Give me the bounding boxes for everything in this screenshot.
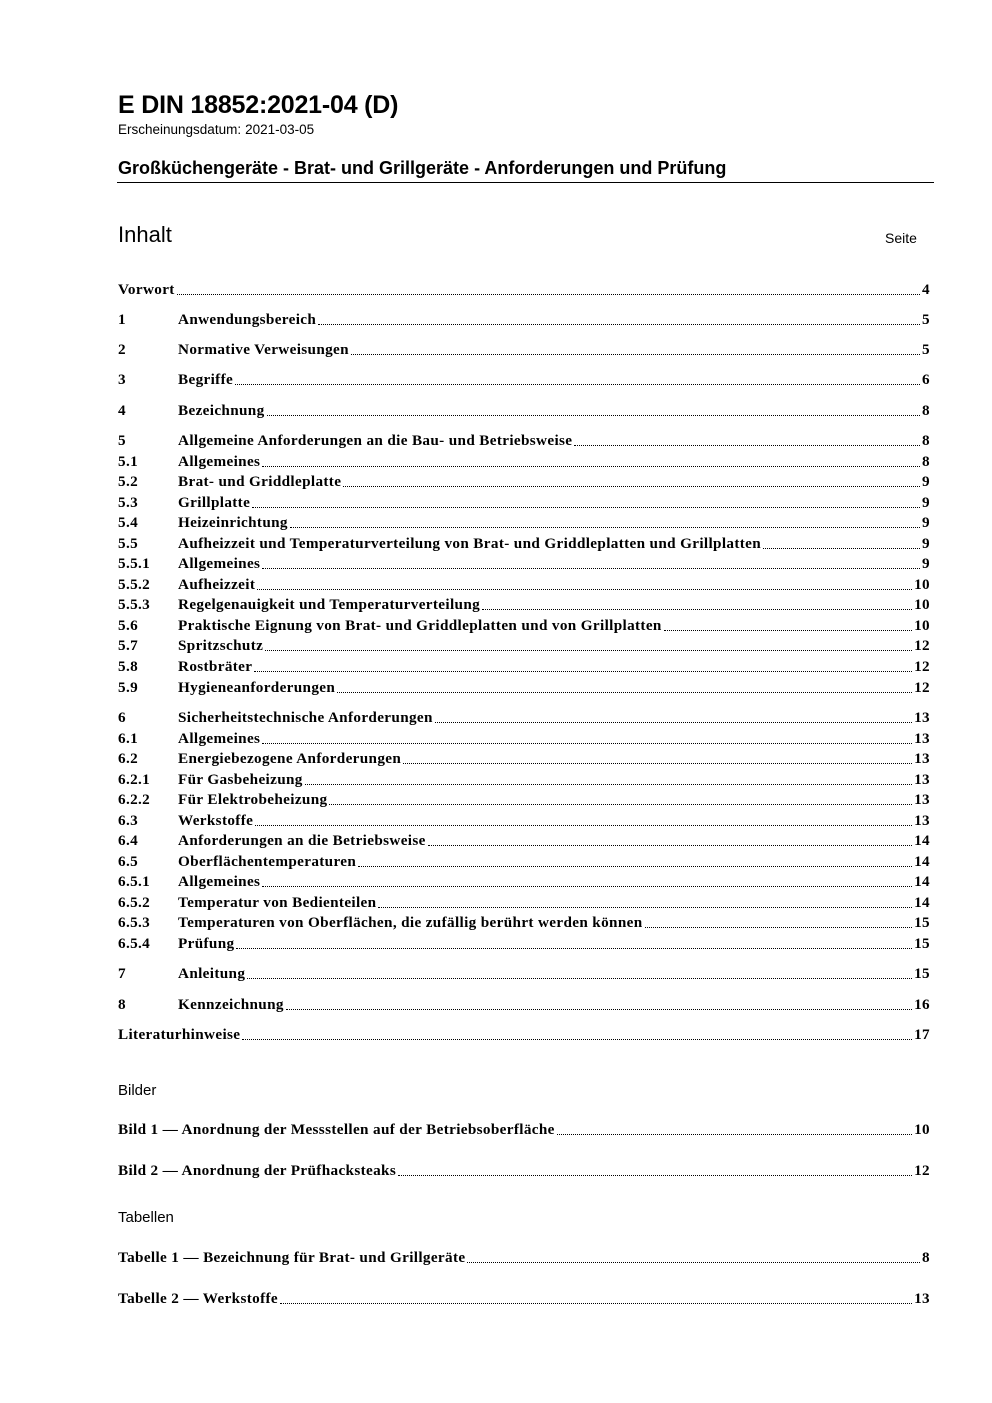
toc-leader-dots — [257, 589, 912, 590]
toc-entry[interactable] — [118, 749, 930, 769]
toc-leader-dots — [242, 1039, 912, 1040]
toc-entry-page: 9 — [922, 514, 930, 531]
toc-entry-number: 5.9 — [118, 679, 139, 696]
toc-leader-dots — [403, 763, 912, 764]
toc-entry-number: 4 — [118, 402, 126, 419]
table-entry[interactable] — [118, 1289, 930, 1309]
toc-entry-title: Begriffe — [178, 371, 234, 388]
toc-entry[interactable] — [118, 913, 930, 933]
toc-entry[interactable] — [118, 534, 930, 554]
toc-entry-page: 8 — [922, 402, 930, 419]
figure-entry-page: 10 — [914, 1121, 930, 1138]
toc-entry-title: Oberflächentemperaturen — [178, 853, 357, 870]
figure-entry[interactable] — [118, 1120, 930, 1140]
toc-entry[interactable] — [118, 575, 930, 595]
toc-entry-page: 12 — [914, 679, 930, 696]
toc-entry-title: Anwendungsbereich — [178, 311, 317, 328]
toc-entry-number: 6.4 — [118, 832, 139, 849]
toc-entry-title: Werkstoffe — [178, 812, 254, 829]
toc-entry-number: 5.6 — [118, 617, 139, 634]
toc-leader-dots — [467, 1262, 920, 1263]
toc-entry[interactable] — [118, 852, 930, 872]
toc-entry-title: Brat- und Griddleplatte — [178, 473, 342, 490]
table-entry-page: 13 — [914, 1290, 930, 1307]
toc-entry-number: 6.2.2 — [118, 791, 151, 808]
toc-leader-dots — [177, 294, 920, 295]
document-title: Großküchengeräte - Brat- und Grillgeräte - Anforderungen und Prüfung — [118, 158, 727, 178]
toc-entry[interactable] — [118, 657, 930, 677]
toc-entry[interactable] — [118, 431, 930, 451]
toc-entry[interactable] — [118, 729, 930, 749]
toc-entry-page: 15 — [914, 965, 930, 982]
toc-entry[interactable] — [118, 280, 930, 300]
toc-entry-page: 6 — [922, 371, 930, 388]
toc-entry-title: Normative Verweisungen — [178, 341, 349, 358]
toc-entry-number: 5.1 — [118, 453, 139, 470]
toc-leader-dots — [343, 486, 920, 487]
toc-entry-title: Aufheizzeit — [178, 576, 256, 593]
toc-entry-number: 6.2.1 — [118, 771, 151, 788]
document-number: E DIN 18852:2021-04 (D) — [118, 91, 399, 119]
toc-entry[interactable] — [118, 964, 930, 984]
toc-leader-dots — [482, 609, 912, 610]
toc-entry-title: Literaturhinweise — [118, 1026, 241, 1043]
toc-leader-dots — [358, 866, 912, 867]
table-entry-title: Tabelle 1 — Bezeichnung für Brat- und Grillgeräte — [118, 1249, 466, 1266]
toc-entry-title: Regelgenauigkeit und Temperaturverteilung — [178, 596, 481, 613]
toc-leader-dots — [262, 568, 920, 569]
toc-entry[interactable] — [118, 310, 930, 330]
toc-entry-number: 5.8 — [118, 658, 139, 675]
toc-leader-dots — [398, 1175, 912, 1176]
toc-leader-dots — [236, 948, 912, 949]
toc-entry-page: 5 — [922, 341, 930, 358]
toc-entry-page: 13 — [914, 771, 930, 788]
toc-leader-dots — [318, 324, 920, 325]
toc-entry-title: Prüfung — [178, 935, 235, 952]
toc-leader-dots — [255, 825, 912, 826]
toc-leader-dots — [235, 384, 920, 385]
toc-leader-dots — [267, 415, 921, 416]
toc-leader-dots — [337, 692, 912, 693]
toc-entry[interactable] — [118, 893, 930, 913]
figures-heading: Bilder — [118, 1082, 157, 1099]
toc-entry-number: 6.5 — [118, 853, 139, 870]
toc-entry-page: 13 — [914, 750, 930, 767]
toc-entry[interactable] — [118, 340, 930, 360]
toc-entry-title: Allgemeines — [178, 730, 261, 747]
toc-entry-number: 6.2 — [118, 750, 139, 767]
toc-entry-title: Sicherheitstechnische Anforderungen — [178, 709, 433, 726]
toc-leader-dots — [254, 671, 912, 672]
toc-entry-title: Allgemeines — [178, 453, 261, 470]
toc-entry-page: 14 — [914, 873, 930, 890]
toc-entry-number: 6.1 — [118, 730, 139, 747]
toc-entry[interactable] — [118, 811, 930, 831]
toc-entry-number: 6.5.2 — [118, 894, 151, 911]
toc-entry[interactable] — [118, 493, 930, 513]
toc-entry-page: 9 — [922, 535, 930, 552]
toc-entry-page: 15 — [914, 935, 930, 952]
toc-leader-dots — [262, 886, 912, 887]
publication-date — [118, 122, 314, 137]
toc-entry[interactable] — [118, 1025, 930, 1045]
toc-entry[interactable] — [118, 636, 930, 656]
toc-entry-page: 14 — [914, 894, 930, 911]
table-entry[interactable] — [118, 1248, 930, 1268]
toc-entry-number: 5.2 — [118, 473, 139, 490]
toc-entry-page: 17 — [914, 1026, 930, 1043]
publication-date-value: 2021-03-05 — [245, 122, 315, 137]
table-entry-title: Tabelle 2 — Werkstoffe — [118, 1290, 278, 1307]
toc-entry[interactable] — [118, 770, 930, 790]
toc-entry-page: 13 — [914, 812, 930, 829]
toc-entry-number: 5.5.1 — [118, 555, 151, 572]
toc-entry-title: Temperatur von Bedienteilen — [178, 894, 377, 911]
toc-entry-number: 5.4 — [118, 514, 139, 531]
tables-heading: Tabellen — [118, 1209, 174, 1226]
toc-entry[interactable] — [118, 401, 930, 421]
figure-entry-page: 12 — [914, 1162, 930, 1179]
toc-leader-dots — [645, 927, 913, 928]
toc-entry-title: Anforderungen an die Betriebsweise — [178, 832, 426, 849]
toc-entry[interactable] — [118, 616, 930, 636]
toc-entry-title: Heizeinrichtung — [178, 514, 288, 531]
toc-entry-number: 6.5.3 — [118, 914, 151, 931]
toc-leader-dots — [557, 1134, 912, 1135]
toc-entry-page: 10 — [914, 617, 930, 634]
toc-entry-page: 12 — [914, 658, 930, 675]
toc-entry-title: Grillplatte — [178, 494, 251, 511]
toc-leader-dots — [305, 784, 912, 785]
figure-entry-title: Bild 1 — Anordnung der Messstellen auf der Betriebsoberfläche — [118, 1121, 555, 1138]
toc-entry-number: 5.7 — [118, 637, 139, 654]
toc-leader-dots — [435, 722, 912, 723]
toc-entry-number: 5.5 — [118, 535, 139, 552]
toc-leader-dots — [286, 1009, 912, 1010]
toc-entry-title: Allgemeines — [178, 555, 261, 572]
toc-entry[interactable] — [118, 872, 930, 892]
toc-entry[interactable] — [118, 934, 930, 954]
toc-entry-number: 3 — [118, 371, 126, 388]
toc-entry-title: Temperaturen von Oberflächen, die zufällig berührt werden können — [178, 914, 643, 931]
toc-entry-title: Für Elektrobeheizung — [178, 791, 328, 808]
toc-entry[interactable] — [118, 678, 930, 698]
toc-leader-dots — [265, 650, 912, 651]
toc-entry-number: 6.3 — [118, 812, 139, 829]
contents-heading: Inhalt — [118, 222, 172, 247]
toc-entry[interactable] — [118, 554, 930, 574]
toc-leader-dots — [428, 845, 912, 846]
toc-entry-number: 6.5.4 — [118, 935, 151, 952]
toc-entry-title: Energiebezogene Anforderungen — [178, 750, 402, 767]
toc-leader-dots — [574, 445, 920, 446]
toc-entry-page: 16 — [914, 996, 930, 1013]
title-divider — [117, 182, 934, 183]
toc-entry-title: Hygieneanforderungen — [178, 679, 336, 696]
toc-entry[interactable] — [118, 831, 930, 851]
toc-entry[interactable] — [118, 452, 930, 472]
toc-entry-number: 6 — [118, 709, 126, 726]
toc-entry-page: 8 — [922, 432, 930, 449]
toc-leader-dots — [763, 548, 920, 549]
toc-entry-page: 14 — [914, 832, 930, 849]
toc-entry[interactable] — [118, 995, 930, 1015]
toc-entry[interactable] — [118, 790, 930, 810]
toc-entry-number: 2 — [118, 341, 126, 358]
toc-entry[interactable] — [118, 595, 930, 615]
toc-entry-title: Vorwort — [118, 281, 175, 298]
toc-entry-page: 5 — [922, 311, 930, 328]
toc-entry-title: Aufheizzeit und Temperaturverteilung von Brat- und Griddleplatten und Grillplatten — [178, 535, 762, 552]
toc-entry-number: 8 — [118, 996, 126, 1013]
toc-entry-title: Rostbräter — [178, 658, 253, 675]
toc-leader-dots — [664, 630, 912, 631]
toc-entry-page: 10 — [914, 576, 930, 593]
toc-entry-number: 5.5.2 — [118, 576, 151, 593]
toc-leader-dots — [252, 507, 920, 508]
toc-leader-dots — [247, 978, 912, 979]
toc-entry-title: Allgemeines — [178, 873, 261, 890]
toc-entry-page: 13 — [914, 791, 930, 808]
toc-entry-title: Spritzschutz — [178, 637, 264, 654]
toc-entry-page: 8 — [922, 453, 930, 470]
toc-entry-number: 5 — [118, 432, 126, 449]
toc-entry-page: 4 — [922, 281, 930, 298]
table-entry-page: 8 — [922, 1249, 930, 1266]
page-column-label: Seite — [885, 230, 917, 246]
toc-leader-dots — [262, 743, 912, 744]
toc-entry-title: Für Gasbeheizung — [178, 771, 303, 788]
toc-leader-dots — [280, 1303, 912, 1304]
toc-entry[interactable] — [118, 472, 930, 492]
toc-leader-dots — [378, 907, 912, 908]
toc-leader-dots — [290, 527, 920, 528]
toc-entry-title: Bezeichnung — [178, 402, 265, 419]
toc-entry-number: 5.3 — [118, 494, 139, 511]
figure-entry-title: Bild 2 — Anordnung der Prüfhacksteaks — [118, 1162, 397, 1179]
toc-entry-page: 13 — [914, 709, 930, 726]
toc-entry-number: 7 — [118, 965, 126, 982]
publication-date-label: Erscheinungsdatum: — [118, 122, 242, 137]
toc-entry-number: 5.5.3 — [118, 596, 151, 613]
toc-entry-page: 13 — [914, 730, 930, 747]
toc-entry-title: Allgemeine Anforderungen an die Bau- und Betriebsweise — [178, 432, 573, 449]
toc-entry-page: 15 — [914, 914, 930, 931]
toc-entry-page: 12 — [914, 637, 930, 654]
toc-entry[interactable] — [118, 370, 930, 390]
toc-leader-dots — [329, 804, 912, 805]
toc-entry-page: 9 — [922, 473, 930, 490]
toc-entry-number: 1 — [118, 311, 126, 328]
toc-leader-dots — [351, 354, 920, 355]
toc-entry-number: 6.5.1 — [118, 873, 151, 890]
toc-entry[interactable] — [118, 708, 930, 728]
toc-entry-title: Anleitung — [178, 965, 246, 982]
toc-leader-dots — [262, 466, 920, 467]
figure-entry[interactable] — [118, 1161, 930, 1181]
toc-entry-page: 9 — [922, 494, 930, 511]
toc-entry-title: Praktische Eignung von Brat- und Griddleplatten und von Grillplatten — [178, 617, 662, 634]
toc-entry-title: Kennzeichnung — [178, 996, 284, 1013]
toc-entry-page: 14 — [914, 853, 930, 870]
toc-entry-page: 9 — [922, 555, 930, 572]
toc-entry-page: 10 — [914, 596, 930, 613]
toc-entry[interactable] — [118, 513, 930, 533]
